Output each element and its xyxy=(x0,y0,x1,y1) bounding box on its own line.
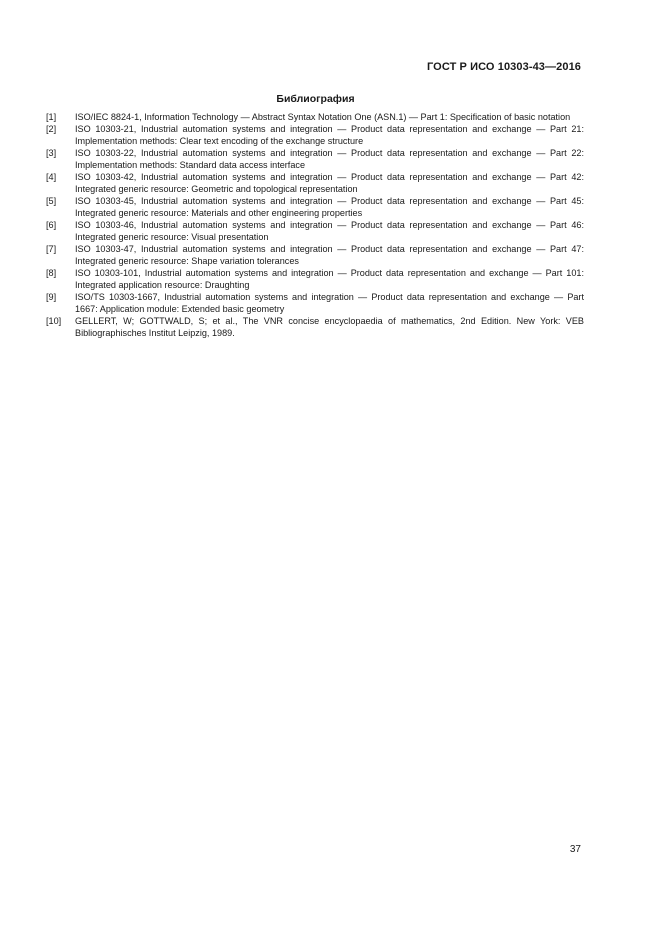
entry-text: ISO 10303-42, Industrial automation systems and integration — Product data representation and exchange — Part 42: Integrated generic resource: Geometric and topological representation xyxy=(75,172,584,194)
bibliography-entry xyxy=(46,243,584,267)
bibliography-entry xyxy=(46,195,584,219)
bibliography-entry xyxy=(46,315,584,339)
entry-number: [3] xyxy=(46,148,57,158)
bibliography-entry xyxy=(46,219,584,243)
entry-text: ISO 10303-22, Industrial automation systems and integration — Product data representation and exchange — Part 22: Implementation methods: Standard data access interface xyxy=(75,148,584,170)
document-code: ГОСТ Р ИСО 10303-43—2016 xyxy=(426,61,581,73)
bibliography-entry xyxy=(46,147,584,171)
entry-text: ISO 10303-21, Industrial automation systems and integration — Product data representation and exchange — Part 21: Implementation methods: Clear text encoding of the exchange structure xyxy=(75,124,584,146)
entry-number: [1] xyxy=(46,112,57,122)
bibliography-entry xyxy=(46,123,584,147)
entry-text: ISO 10303-47, Industrial automation systems and integration — Product data representation and exchange — Part 47: Integrated generic resource: Shape variation tolerances xyxy=(75,244,584,266)
entry-number: [10] xyxy=(46,316,62,326)
entry-text: ISO 10303-46, Industrial automation systems and integration — Product data representation and exchange — Part 46: Integrated generic resource: Visual presentation xyxy=(75,220,584,242)
entry-text: ISO/IEC 8824-1, Information Technology — Abstract Syntax Notation One (ASN.1) — Part 1: Specification of basic notation xyxy=(75,112,571,122)
bibliography-entry xyxy=(46,171,584,195)
entry-number: [7] xyxy=(46,244,57,254)
entry-text: ISO 10303-45, Industrial automation systems and integration — Product data representation and exchange — Part 45: Integrated generic resource: Materials and other engineering properties xyxy=(75,196,584,218)
entry-number: [5] xyxy=(46,196,57,206)
entry-number: [4] xyxy=(46,172,57,182)
section-title: Библиография xyxy=(276,93,355,105)
entry-text: ISO/TS 10303-1667, Industrial automation systems and integration — Product data representation and exchange — Part 1667: Application module: Extended basic geometry xyxy=(75,292,584,314)
bibliography-entry xyxy=(46,291,584,315)
entry-number: [9] xyxy=(46,292,57,302)
entry-number: [6] xyxy=(46,220,57,230)
page-number: 37 xyxy=(569,844,581,855)
bibliography-entry xyxy=(46,111,584,123)
bibliography-list xyxy=(46,111,584,339)
entry-text: ISO 10303-101, Industrial automation systems and integration — Product data representation and exchange — Part 101: Integrated application resource: Draughting xyxy=(75,268,584,290)
bibliography-entry xyxy=(46,267,584,291)
entry-text: GELLERT, W; GOTTWALD, S; et al., The VNR concise encyclopaedia of mathematics, 2nd Edition. New York: VEB Bibliographisches Institut Leipzig, 1989. xyxy=(75,316,584,338)
entry-number: [8] xyxy=(46,268,57,278)
entry-number: [2] xyxy=(46,124,57,134)
